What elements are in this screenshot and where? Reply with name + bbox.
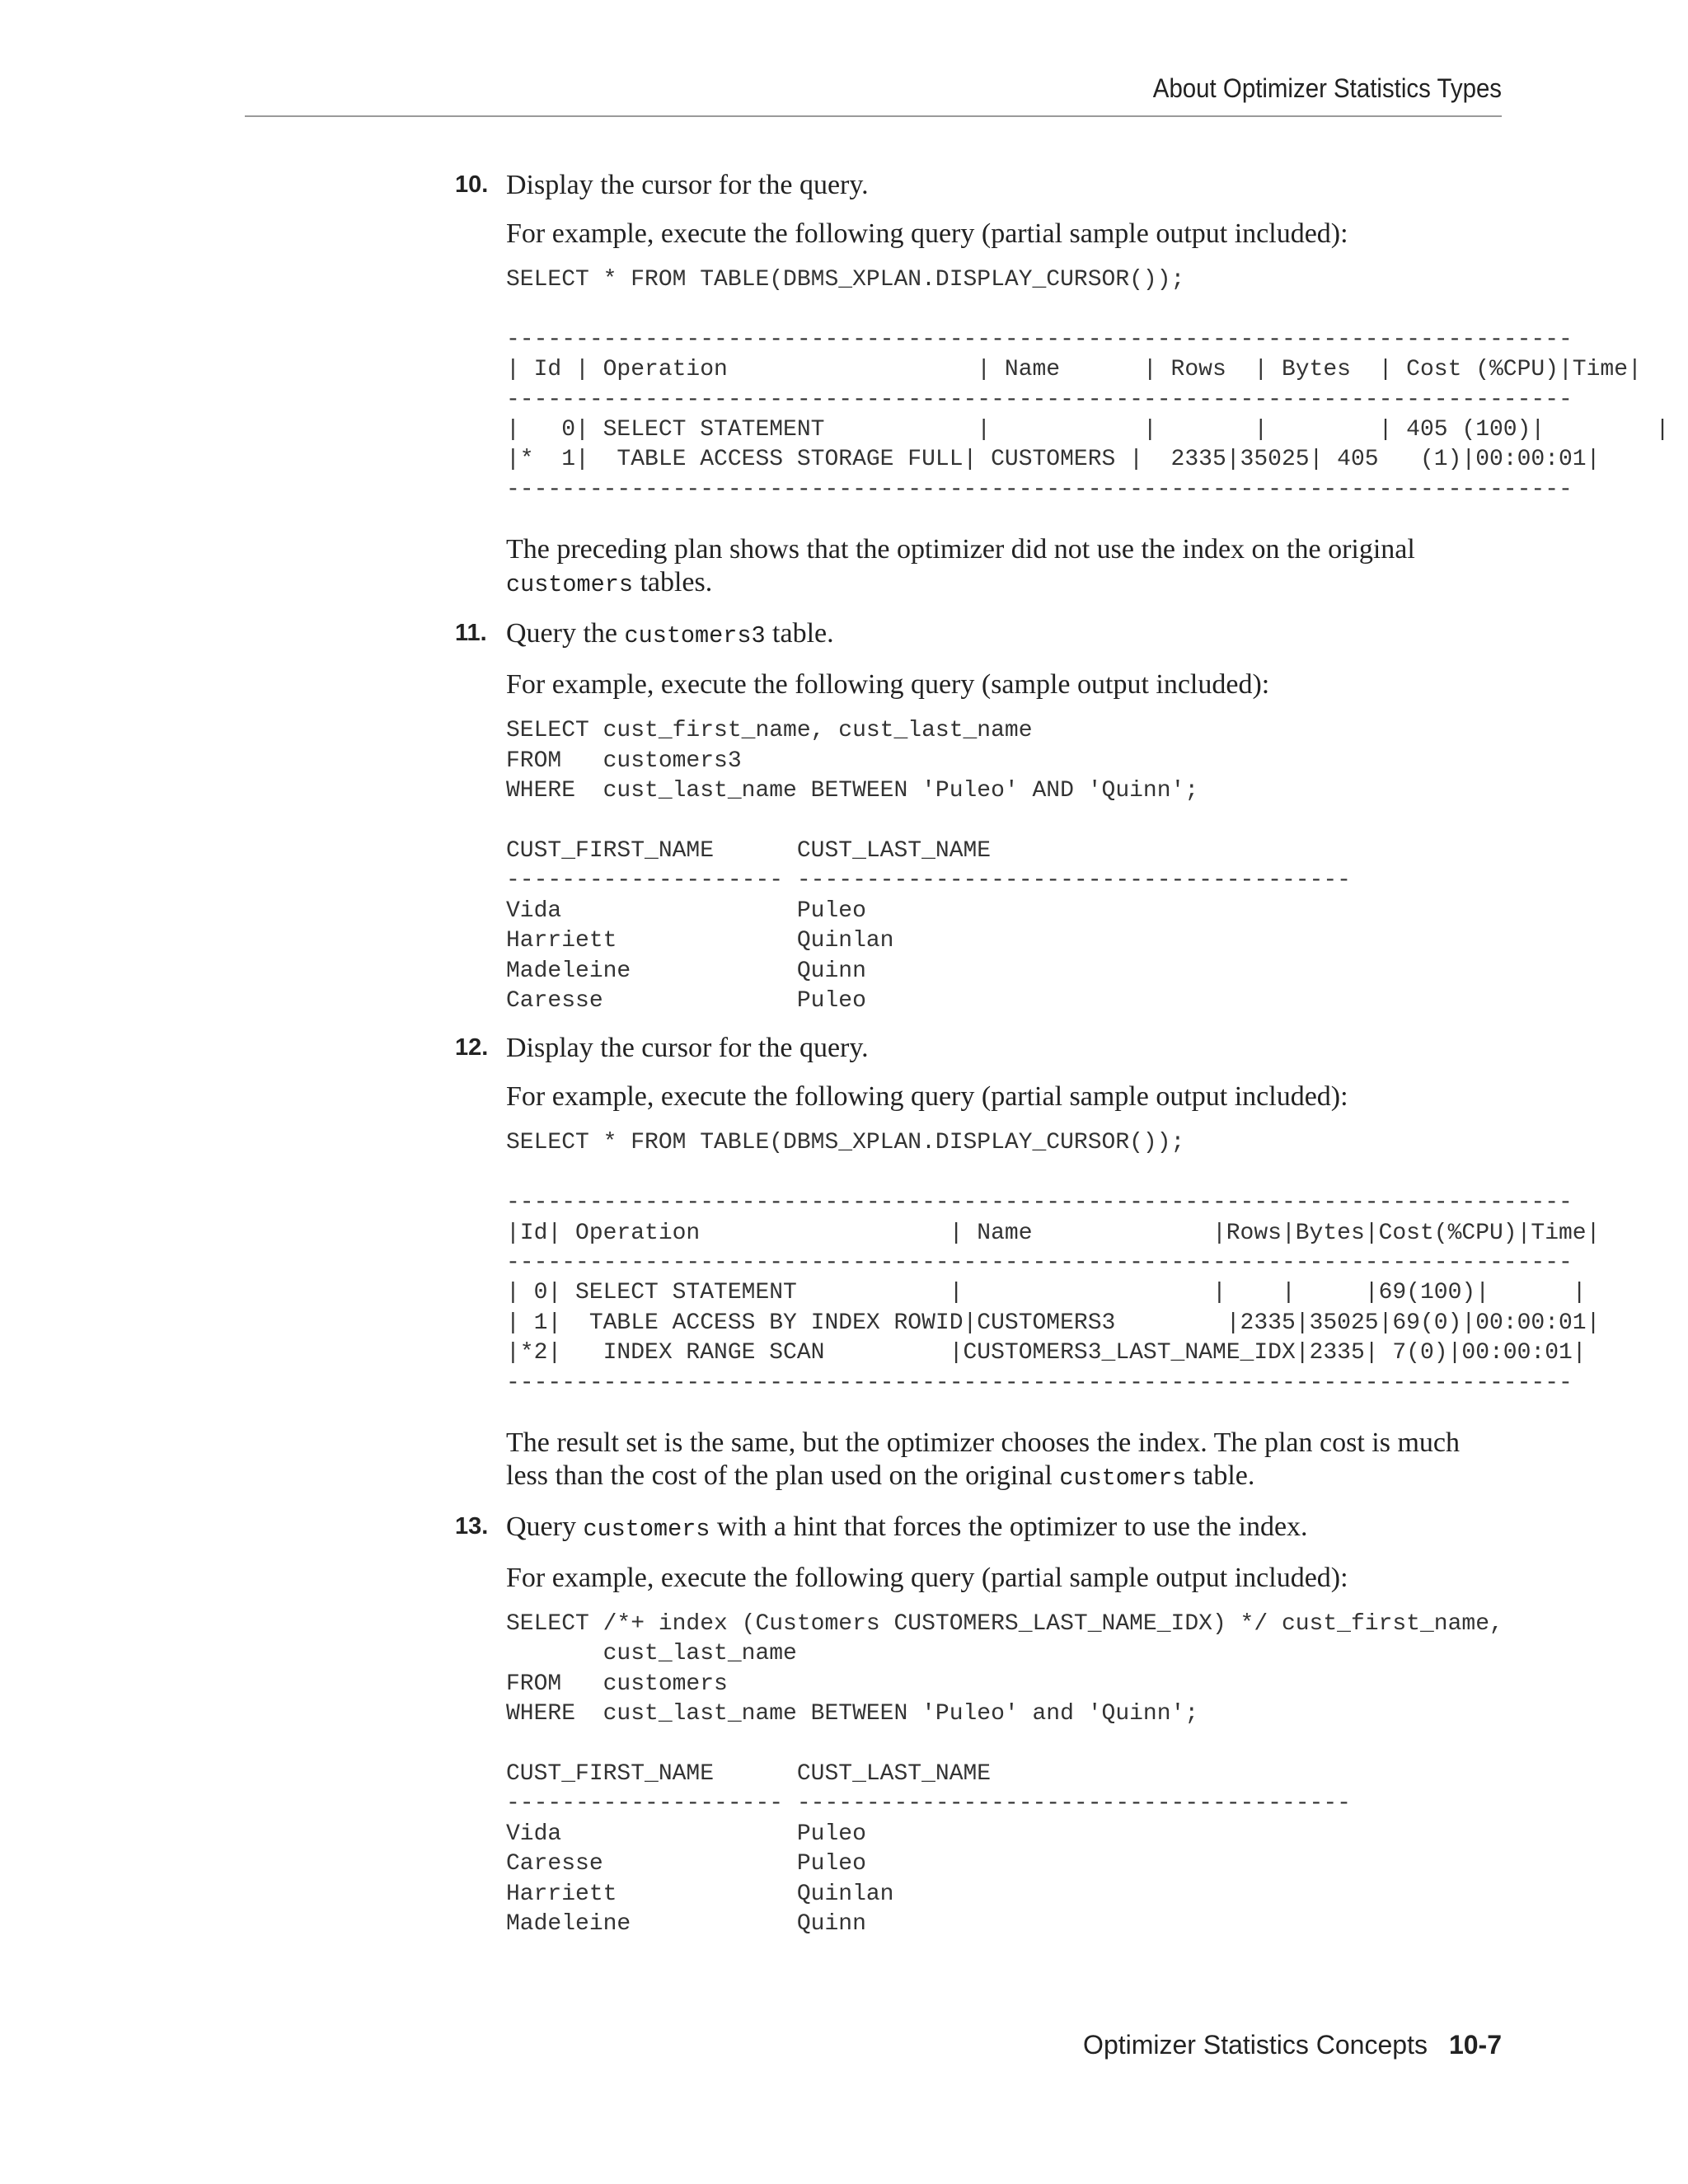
step-explanation	[506, 533, 1503, 602]
step-title-text-end: with a hint that forces the optimizer to use the index.	[710, 1511, 1308, 1542]
step-number: 13.	[455, 1512, 489, 1540]
inline-code: customers	[583, 1515, 710, 1543]
step-title: Display the cursor for the query.	[506, 1033, 869, 1064]
step-10	[455, 169, 1670, 602]
step-11	[455, 617, 1503, 1016]
inline-code: customers	[1059, 1464, 1187, 1492]
step-lead: For example, execute the following query (partial sample output included):	[506, 1562, 1348, 1593]
step-explanation	[506, 1427, 1503, 1495]
explanation-text: The result set is the same, but the optimizer chooses the index. The plan cost is much less than the cost of the plan used on the original	[506, 1427, 1460, 1491]
inline-code: customers	[506, 571, 633, 599]
explanation-text-end: tables.	[632, 567, 713, 598]
explanation-text: The preceding plan shows that the optimizer did not use the index on the original	[506, 534, 1415, 565]
code-block: SELECT cust_first_name, cust_last_name FROM customers3 WHERE cust_last_name BETWEEN 'Puleo' AND 'Quinn'; CUST_FIRST_NAME CUST_LAST_NAME -------------------- ---------------------------------------- Vida Puleo Harriett Quinlan Madeleine Quinn Caresse Puleo	[506, 718, 1351, 1014]
step-title	[506, 1511, 1503, 1546]
step-number: 11.	[455, 620, 487, 647]
step-12	[455, 1032, 1601, 1495]
step-lead: For example, execute the following query (partial sample output included):	[506, 1081, 1348, 1113]
step-lead: For example, execute the following query (sample output included):	[506, 669, 1270, 701]
step-number: 12.	[455, 1034, 489, 1062]
page-content	[455, 169, 1670, 1939]
step-lead: For example, execute the following query (partial sample output included):	[506, 218, 1348, 249]
step-title-text: Query the	[506, 618, 625, 649]
code-block: SELECT * FROM TABLE(DBMS_XPLAN.DISPLAY_CURSOR()); ----------------------------------------------------------------------------- | Id | Operation | Name | Rows | Bytes | Cost (%CPU)|Time| ----------------------------------------------------------------------------- | 0| SELECT STATEMENT | | | | 405 (100)| | |* 1| TABLE ACCESS STORAGE FULL| CUSTOMERS | 2335|35025| 405 (1)|00:00:01| -----------------------------------------------------------------------------	[506, 267, 1670, 503]
page-number: 10-7	[1448, 2030, 1502, 2060]
code-block: SELECT * FROM TABLE(DBMS_XPLAN.DISPLAY_CURSOR()); ----------------------------------------------------------------------------- |Id| Operation | Name |Rows|Bytes|Cost(%CPU)|Time| ----------------------------------------------------------------------------- | 0| SELECT STATEMENT | | | |69(100)| | | 1| TABLE ACCESS BY INDEX ROWID|CUSTOMERS3 |2335|35025|69(0)|00:00:01| |*2| INDEX RANGE SCAN |CUSTOMERS3_LAST_NAME_IDX|2335| 7(0)|00:00:01| -----------------------------------------------------------------------------	[506, 1130, 1601, 1396]
step-title-text-end: table.	[765, 618, 834, 649]
header-title: About Optimizer Statistics Types	[1152, 73, 1502, 103]
step-number: 10.	[455, 171, 489, 198]
step-13	[455, 1511, 1503, 1939]
step-title: Display the cursor for the query.	[506, 170, 869, 200]
running-header	[245, 70, 1502, 117]
running-footer	[1083, 2030, 1502, 2060]
code-block: SELECT /*+ index (Customers CUSTOMERS_LAST_NAME_IDX) */ cust_first_name, cust_last_name FROM customers WHERE cust_last_name BETWEEN 'Puleo' and 'Quinn'; CUST_FIRST_NAME CUST_LAST_NAME -------------------- ---------------------------------------- Vida Puleo Caresse Puleo Harriett Quinlan Madeleine Quinn	[506, 1610, 1503, 1938]
step-title-text: Query	[506, 1511, 584, 1542]
footer-section: Optimizer Statistics Concepts	[1083, 2030, 1428, 2060]
explanation-text-end: table.	[1186, 1460, 1255, 1491]
step-title	[506, 617, 1503, 653]
inline-code: customers3	[624, 622, 766, 650]
